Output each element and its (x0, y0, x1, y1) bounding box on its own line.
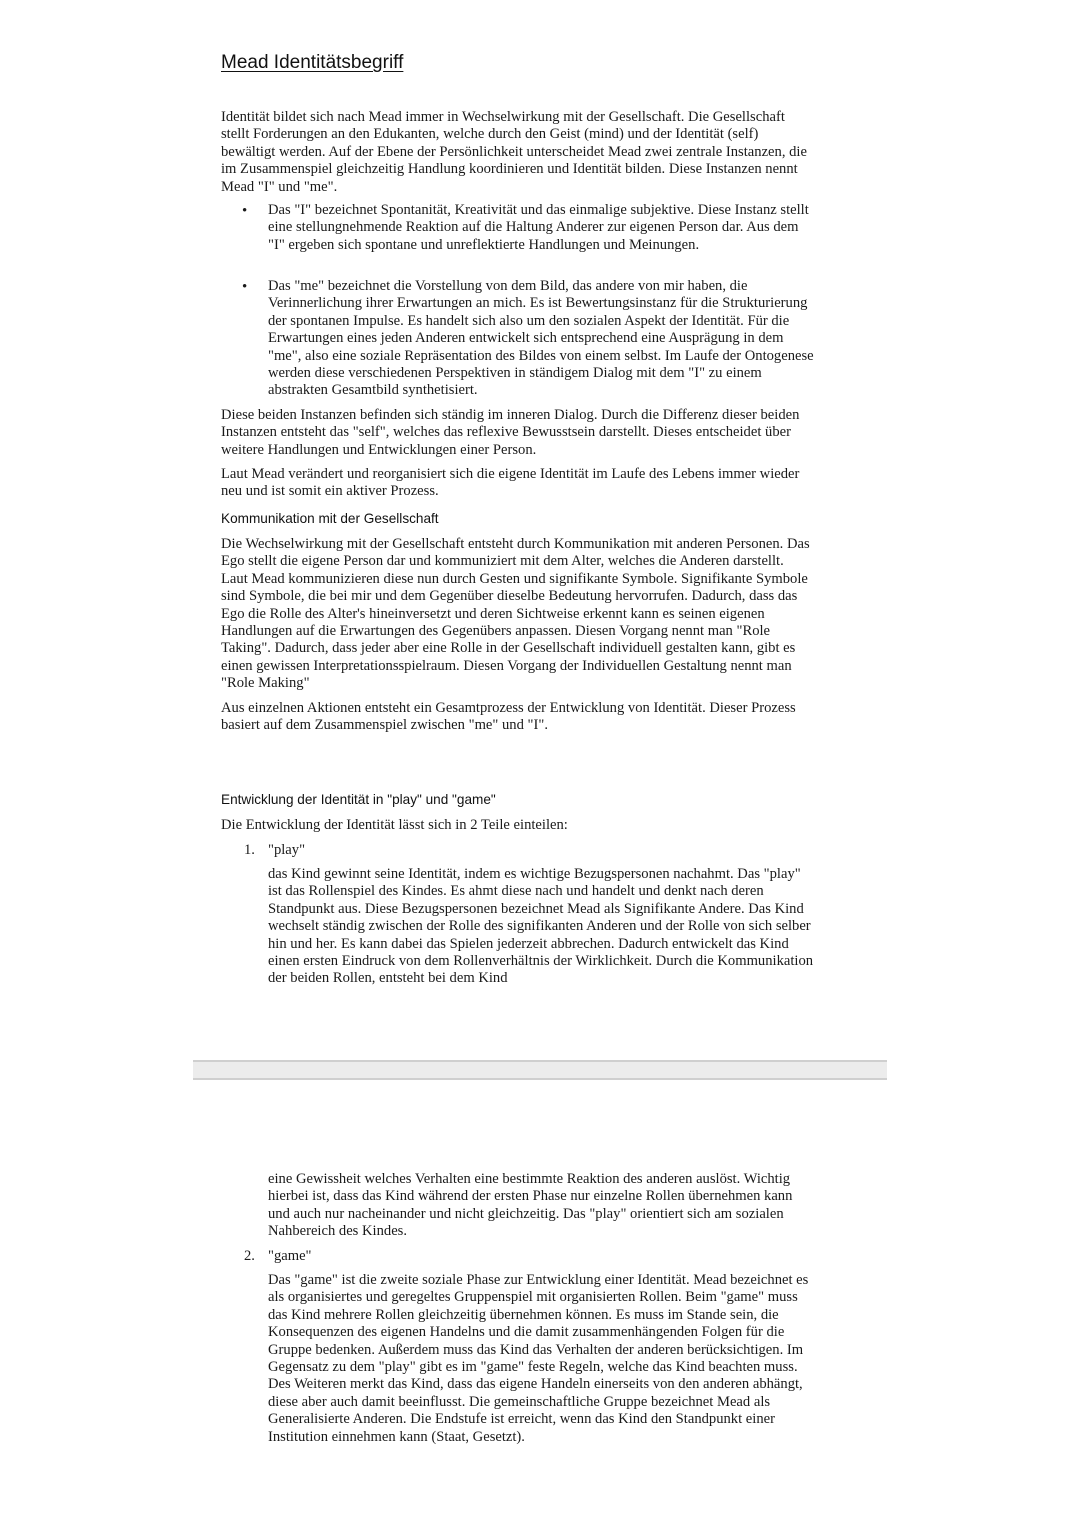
paragraph-active-process: Laut Mead verändert und reorganisiert sich die eigene Identität im Laufe des Lebens immer wieder neu und ist somit ein aktiver Prozess. (221, 466, 800, 500)
bullet-marker: • (242, 203, 248, 219)
list-number: 2. (244, 1248, 255, 1264)
list-text-play-part1: das Kind gewinnt seine Identität, indem es wichtige Bezugspersonen nachahmt. Das "play" ist das Rollenspiel des Kindes. Es ahmt diese nach und handelt und denkt nach deren Standpunkt aus. Diese Bezugspersonen bezeichnet Mead als Signifikante Andere. Das Kind wechselt ständig zwischen der Rolle des signifikanten Anderen und der Rolle von sich selber hin und her. Es kann dabei das Spielen jederzeit abbrechen. Dadurch entwickelt das Kind einen ersten Eindruck von dem Rollenverhältnis der Wirklichkeit. Durch die Kommunikation der beiden Rollen, entsteht bei dem Kind (268, 866, 814, 987)
bullet-item-me: Das "me" bezeichnet die Vorstellung von dem Bild, das andere von mir haben, die Verinnerlichung ihrer Erwartungen an mich. Es ist Bewertungsinstanz für die Strukturierung der spontanen Impulse. Es handelt sich also um den sozialen Aspekt der Identität. Für die Erwartungen eines jeden Anderen entwickelt sich entsprechend eine Ausprägung in dem "me", also eine soziale Repräsentation des Bildes von einem selbst. Im Laufe der Ontogenese werden diese verschiedenen Perspektiven in ständigem Dialog mit dem "I" zu einem abstrakten Gesamtbild synthetisiert. (268, 278, 814, 399)
heading-communication: Kommunikation mit der Gesellschaft (221, 511, 439, 526)
list-text-play-part2: eine Gewissheit welches Verhalten eine bestimmte Reaktion des anderen auslöst. Wichtig hierbei ist, dass das Kind während der ersten Phase nur einzelne Rollen übernehmen kann und auch nur nacheinander und nicht gleichzeitig. Das "play" orientiert sich am sozialen Nahbereich des Kindes. (268, 1171, 793, 1240)
list-label-play: "play" (268, 842, 306, 858)
intro-paragraph: Identität bildet sich nach Mead immer in Wechselwirkung mit der Gesellschaft. Die Gesellschaft stellt Forderungen an den Edukanten, welche durch den Geist (mind) und der Identität (self) bewältigt werden. Auf der Ebene der Persönlichkeit unterscheidet Mead zwei zentrale Instanzen, die im Zusammenspiel gleichzeitig Handlung koordinieren und Identität bilden. Diese Instanzen nennt Mead "I" und "me". (221, 109, 807, 195)
list-text-game: Das "game" ist die zweite soziale Phase zur Entwicklung einer Identität. Mead bezeichnet es als organisiertes und geregeltes Gruppenspiel mit organisierten Rollen. Beim "game" muss das Kind mehrere Rollen gleichzeitig übernehmen können. Es muss im Stande sein, die Konsequenzen des eigenen Handelns und die damit zusammenhängenden Folgen für die Gruppe bedenken. Außerdem muss das Kind das Verhalten der anderen berücksichtigen. Im Gegensatz zu dem "play" gibt es im "game" feste Regeln, welche das Kind beachten muss. Des Weiteren merkt das Kind, dass das eigene Handeln einerseits von den anderen abhängt, diese aber auch damit beeinflusst. Die gemeinschaftliche Gruppe bezeichnet Mead als Generalisierte Anderen. Die Endstufe ist erreicht, wenn das Kind den Standpunkt einer Institution einnehmen kann (Staat, Gesetzt). (268, 1272, 809, 1445)
page-title: Mead Identitätsbegriff (221, 52, 404, 73)
paragraph-actions: Aus einzelnen Aktionen entsteht ein Gesamtprozess der Entwicklung von Identität. Dieser Prozess basiert auf dem Zusammenspiel zwischen "me" und "I". (221, 700, 796, 734)
heading-development: Entwicklung der Identität in "play" und "game" (221, 792, 496, 807)
page-break-divider (193, 1060, 887, 1080)
list-label-game: "game" (268, 1248, 312, 1264)
bullet-marker: • (242, 279, 248, 295)
list-number: 1. (244, 842, 255, 858)
paragraph-communication: Die Wechselwirkung mit der Gesellschaft entsteht durch Kommunikation mit anderen Personen. Das Ego stellt die eigene Person dar und kommuniziert mit dem Alter, welches die Anderen darstellt. Laut Mead kommunizieren diese nun durch Gesten und signifikante Symbole. Signifikante Symbole sind Symbole, die bei mir und dem Gegenüber dieselbe Bedeutung hervorrufen. Dadurch, dass das Ego die Rolle des Alter's hineinversetzt und deren Sichtweise erkennt kann es seinen eigenen Handlungen auf die Erwartungen des Gegenübers anpassen. Diesen Vorgang nennt man "Role Taking". Dadurch, dass jeder aber eine Rolle in der Gesellschaft individuell gestalten kann, gibt es einen gewissen Interpretationsspielraum. Diesen Vorgang der Individuellen Gestaltung nennt man "Role Making" (221, 536, 810, 692)
paragraph-development: Die Entwicklung der Identität lässt sich in 2 Teile einteilen: (221, 817, 568, 833)
paragraph-inner-dialog: Diese beiden Instanzen befinden sich ständig im inneren Dialog. Durch die Differenz dieser beiden Instanzen entsteht das "self", welches das reflexive Bewusstsein darstellt. Dieses entscheidet über weitere Handlungen und Entwicklungen einer Person. (221, 407, 800, 458)
bullet-item-i: Das "I" bezeichnet Spontanität, Kreativität und das einmalige subjektive. Diese Instanz stellt eine stellungnehmende Reaktion auf die Haltung Anderer zur eigenen Person dar. Aus dem "I" ergeben sich spontane und unreflektierte Handlungen und Meinungen. (268, 202, 809, 253)
